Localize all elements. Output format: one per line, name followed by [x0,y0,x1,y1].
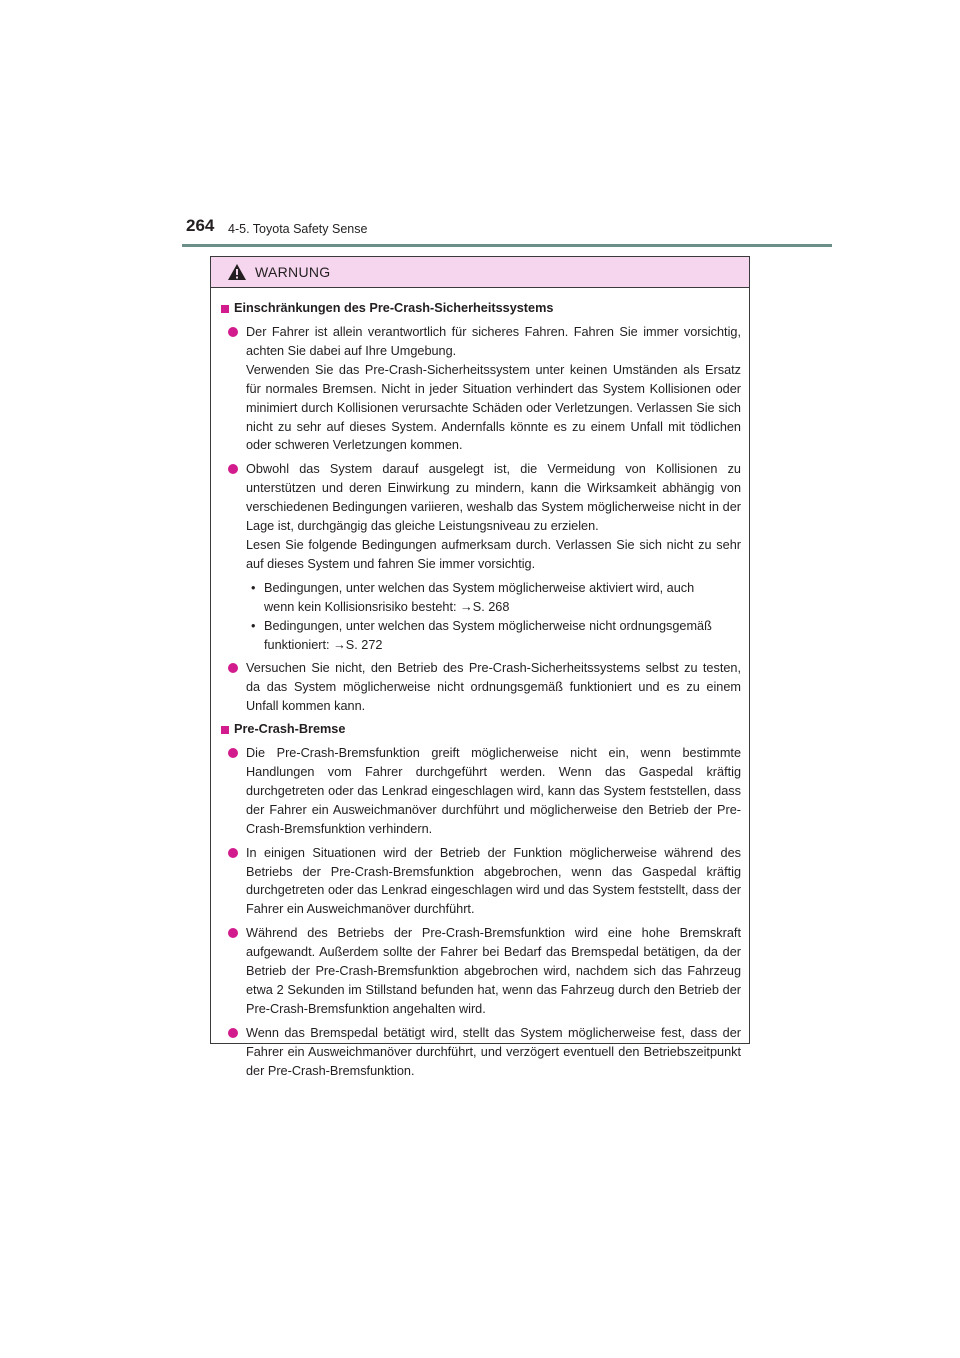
circle-bullet-icon [228,748,238,758]
item-paragraph: In einigen Situationen wird der Betrieb der Funktion möglicherweise während des Betriebs der Pre-Crash-Bremsfunktion abgebrochen, wenn das Gaspedal kräftig durchgetreten oder das Lenkrad eingeschlagen wird und das System feststellt, dass der Fahrer ein Ausweichmanöver durchführt. [246,845,741,917]
page-number: 264 [186,216,215,235]
list-item [221,460,741,654]
section-heading [221,720,741,739]
item-paragraph: Lesen Sie folgende Bedingungen aufmerksam durch. Verlassen Sie sich nicht zu sehr auf dieses System und fahren Sie immer vorsichtig. [246,537,741,571]
section-heading-text: Einschränkungen des Pre-Crash-Sicherheitssystems [234,301,554,316]
section-heading-text: Pre-Crash-Bremse [234,722,346,737]
sub-bullet: • [251,618,256,633]
warning-header [211,257,749,288]
sub-item-text: Bedingungen, unter welchen das System möglicherweise aktiviert wird, auch [264,580,695,595]
item-paragraph: Die Pre-Crash-Bremsfunktion greift möglicherweise nicht ein, wenn bestimmte Handlungen vom Fahrer durchgeführt werden. Wenn das Gaspedal kräftig durchgetreten oder das Lenkrad eingeschlagen wird, kann das System feststellen, dass der Fahrer ein Ausweichmanöver durchführt und möglicherweise den Betrieb der Pre-Crash-Bremsfunktion verhindern. [246,746,741,836]
item-paragraph: Wenn das Bremspedal betätigt wird, stellt das System möglicherweise fest, dass der Fahrer ein Ausweichmanöver durchführt, und verzögert eventuell den Betriebszeitpunkt der Pre-Crash-Bremsfunktion. [246,1025,741,1078]
circle-bullet-icon [228,464,238,474]
item-paragraph: Während des Betriebs der Pre-Crash-Bremsfunktion wird eine hohe Bremskraft aufgewandt. Außerdem sollte der Fahrer bei Bedarf das Bremspedal betätigen, da der Betrieb der Pre-Crash-Bremsfunktion abgebrochen wird, nachdem sich das Fahrzeug etwa 2 Sekunden im Stillstand befunden hat, wenn das Fahrzeug durch den Betrieb der Pre-Crash-Bremsfunktion angehalten wird. [246,926,741,1016]
page-header [182,214,832,248]
warning-section [221,299,741,716]
circle-bullet-icon [228,327,238,337]
sub-item-text-cont: wenn kein Kollisionsrisiko besteht: →S. 268 [264,599,510,614]
sub-bullet: • [251,580,256,595]
section-heading [221,299,741,318]
section-title: 4-5. Toyota Safety Sense [228,222,368,236]
warning-triangle-icon [227,263,247,281]
list-item [221,323,741,455]
list-item [221,744,741,839]
circle-bullet-icon [228,1028,238,1038]
sub-list-item [246,579,741,617]
square-bullet-icon [221,305,229,313]
warning-body [211,288,749,1081]
warning-title: WARNUNG [255,264,331,280]
item-paragraph: Der Fahrer ist allein verantwortlich für sicheres Fahren. Fahren Sie immer vorsichtig, achten Sie dabei auf Ihre Umgebung. [246,325,741,358]
list-item [221,659,741,716]
list-item [221,1024,741,1081]
square-bullet-icon [221,726,229,734]
item-paragraph: Versuchen Sie nicht, den Betrieb des Pre-Crash-Sicherheitssystems selbst zu testen, da das System möglicherweise nicht ordnungsgemäß funktioniert und es zu einem Unfall kommen kann. [246,661,741,714]
list-item [221,844,741,920]
warning-box [210,256,750,1078]
item-paragraph: Obwohl das System darauf ausgelegt ist, die Vermeidung von Kollisionen zu unterstützen und deren Einwirkung zu mindern, kann die Wirksamkeit abhängig von verschiedenen Bedingungen variieren, weshalb das System möglicherweise nicht in der Lage ist, durchgängig das gleiche Leistungsniveau zu erzielen. [246,462,741,534]
item-paragraph: Verwenden Sie das Pre-Crash-Sicherheitssystem unter keinen Umständen als Ersatz für normales Bremsen. Nicht in jeder Situation verhindert das System Kollisionen oder minimiert durch Kollisionen verursachte Schäden oder Verletzungen. Verlassen Sie sich nicht zu sehr auf dieses System. Andernfalls könnte es zu einem Unfall mit tödlichen oder schweren Verletzungen kommen. [246,362,741,453]
sub-item-text: Bedingungen, unter welchen das System möglicherweise nicht ordnungsgemäß [264,618,712,633]
circle-bullet-icon [228,848,238,858]
circle-bullet-icon [228,663,238,673]
warning-section [221,720,741,1080]
circle-bullet-icon [228,928,238,938]
sub-list-item [246,617,741,655]
header-divider [182,244,832,247]
list-item [221,924,741,1019]
sub-item-text-cont: funktioniert: →S. 272 [264,637,383,652]
